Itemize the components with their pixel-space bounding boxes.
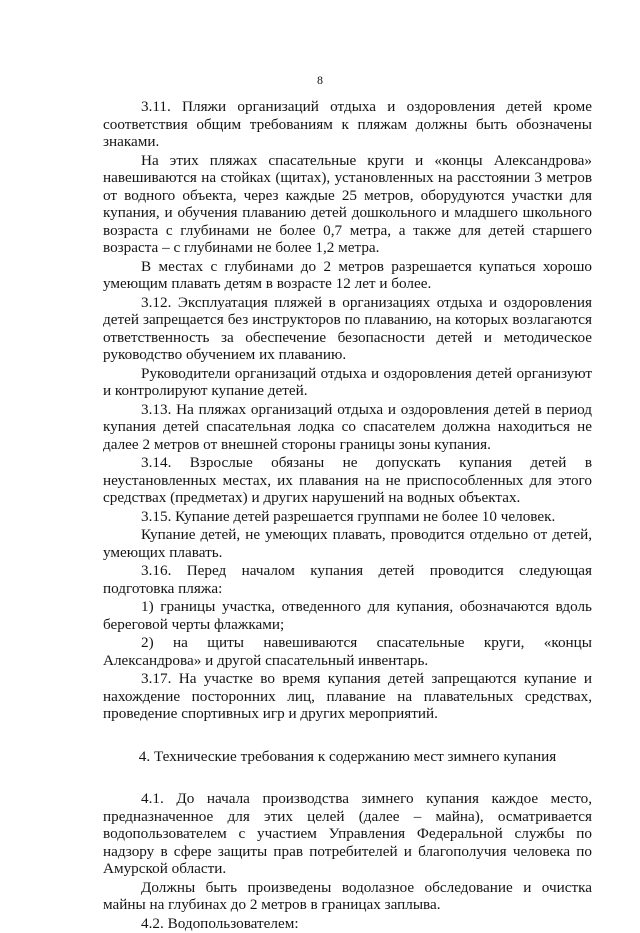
paragraph: 3.17. На участке во время купания детей запрещаются купание и нахождение посторонних лиц, плавание на плавательных средствах, проведение спортивных игр и других мероприятий. [103, 670, 592, 722]
paragraph: В местах с глубинами до 2 метров разрешается купаться хорошо умеющим плавать детям в возрасте 12 лет и более. [103, 257, 592, 292]
paragraph: На этих пляжах спасательные круги и «концы Александрова» навешиваются на стойках (щитах), установленных на расстоянии 3 метров от водного объекта, через каждые 25 метров, оборудуются участки для купания, и обучения плаванию детей дошкольного и младшего школьного возраста с глубинами не более 0,7 метра, а также для детей старшего возраста – с глубинами не более 1,2 метра. [103, 151, 592, 256]
paragraph: Должны быть произведены водолазное обследование и очистка майны на глубинах до 2 метров в границах заплыва. [103, 878, 592, 913]
paragraph: 1) границы участка, отведенного для купания, обозначаются вдоль береговой черты флажками; [103, 598, 592, 633]
paragraph: 3.16. Перед началом купания детей проводится следующая подготовка пляжа: [103, 562, 592, 597]
paragraph: 4.1. До начала производства зимнего купания каждое место, предназначенное для этих целей (далее – майна), осматривается водопользователем с участием Управления Федеральной службы по надзору в сфере защиты прав потребителей и благополучия человека по Амурской области. [103, 790, 592, 877]
page-number: 8 [317, 73, 323, 87]
paragraph: 3.11. Пляжи организаций отдыха и оздоровления детей кроме соответствия общим требованиям к пляжам должны быть обозначены знаками. [103, 98, 592, 150]
paragraph: 2) на щиты навешиваются спасательные круги, «концы Александрова» и другой спасательный инвентарь. [103, 634, 592, 669]
paragraph: 3.12. Эксплуатация пляжей в организациях отдыха и оздоровления детей запрещается без инструкторов по плаванию, на которых возлагаются ответственность за обеспечение безопасности детей и методическое руководство обучением их плаванию. [103, 293, 592, 363]
paragraph: 3.15. Купание детей разрешается группами не более 10 человек. [141, 507, 556, 525]
paragraph: 4.2. Водопользователем: [141, 914, 299, 932]
section-heading: 4. Технические требования к содержанию мест зимнего купания [138, 747, 557, 765]
document-body [103, 98, 592, 933]
paragraph: Купание детей, не умеющих плавать, проводится отдельно от детей, умеющих плавать. [103, 526, 592, 561]
paragraph: 3.13. На пляжах организаций отдыха и оздоровления детей в период купания детей спасательная лодка со спасателем должна находиться не далее 2 метров от внешней стороны границы зоны купания. [103, 400, 592, 453]
paragraph: Руководители организаций отдыха и оздоровления детей организуют и контролируют купание детей. [103, 364, 592, 399]
paragraph: 3.14. Взрослые обязаны не допускать купания детей в неустановленных местах, их плавания на не приспособленных для этого средствах (предметах) и других нарушений на водных объектах. [103, 454, 592, 506]
